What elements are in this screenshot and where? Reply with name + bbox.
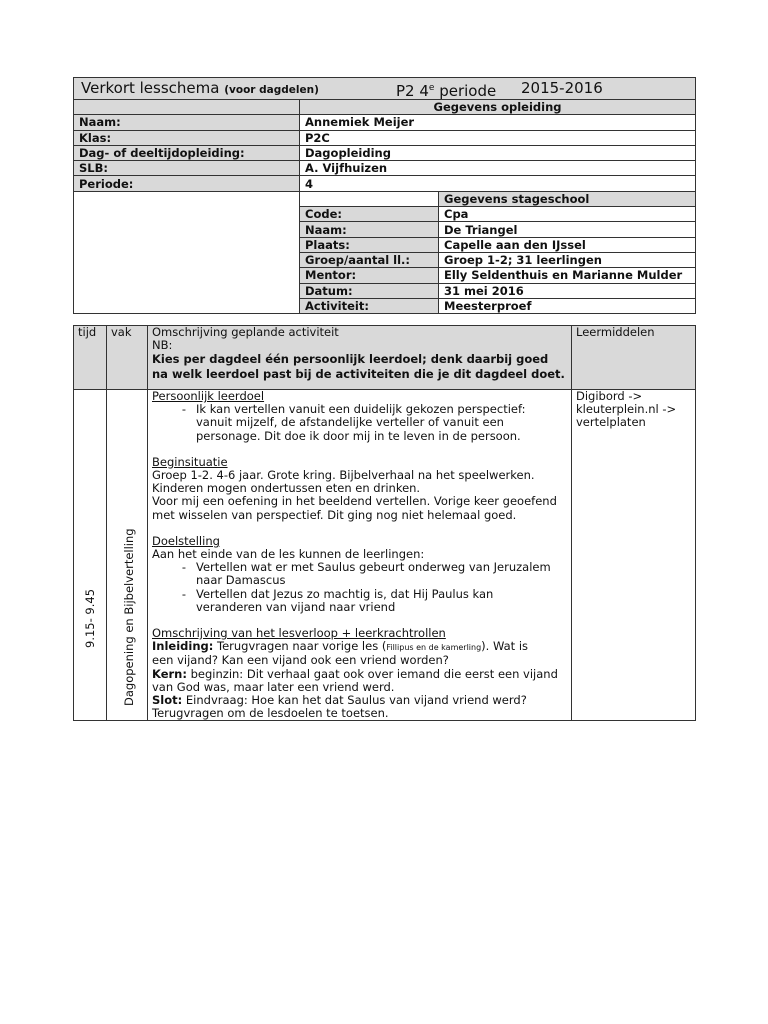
row-value: De Triangel — [439, 222, 696, 237]
row-label: SLB: — [74, 161, 300, 176]
leerdoel-item — [152, 403, 568, 443]
slot-line: Slot: Eindvraag: Hoe kan het dat Saulus van vijand vriend werd? — [152, 693, 527, 708]
row-label: Dag- of deeltijdopleiding: — [74, 145, 300, 160]
slot-line2: Terugvragen om de lesdoelen te toetsen. — [152, 706, 389, 721]
dash-bullet: - — [181, 560, 187, 575]
lesson-info-table — [73, 77, 696, 314]
beginsituatie-line: met wisselen van perspectief. Dit ging nog niet helemaal goed. — [152, 507, 517, 522]
inleiding-line2: een vijand? Kan een vijand ook een vriend worden? — [152, 653, 449, 668]
row-value: Elly Seldenthuis en Marianne Mulder — [439, 268, 696, 283]
verloop-heading: Omschrijving van het lesverloop + leerkrachtrollen — [152, 626, 446, 641]
leerdoel-line: personage. Dit doe ik door mij in te leven in de persoon. — [196, 428, 521, 443]
beginsituatie-heading: Beginsituatie — [152, 454, 228, 469]
row-value: A. Vijfhuizen — [300, 161, 696, 176]
row-value: P2C — [300, 130, 696, 145]
row-label: Code: — [300, 207, 439, 222]
beginsituatie-line: Kinderen mogen ondertussen eten en drinken. — [152, 481, 421, 496]
leermiddelen-header: Leermiddelen — [572, 326, 696, 390]
doel-line: Vertellen wat er met Saulus gebeurt onderweg van Jeruzalem — [196, 560, 551, 575]
doel-line: veranderen van vijand naar vriend — [196, 599, 396, 614]
row-label: Datum: — [300, 283, 439, 298]
row-value: Dagopleiding — [300, 145, 696, 160]
leermiddelen-cell — [572, 390, 696, 721]
opleiding-row — [74, 176, 696, 191]
row-value: Meesterproef — [439, 298, 696, 313]
row-label: Klas: — [74, 130, 300, 145]
row-label: Periode: — [74, 176, 300, 191]
opleiding-row — [74, 130, 696, 145]
nb-label: NB: — [152, 338, 173, 353]
schema-subtitle: (voor dagdelen) — [224, 84, 319, 96]
doel-line: naar Damascus — [196, 573, 286, 588]
doelstelling-heading: Doelstelling — [152, 533, 220, 548]
row-label: Naam: — [300, 222, 439, 237]
row-label: Activiteit: — [300, 298, 439, 313]
school-year: 2015-2016 — [521, 79, 603, 97]
doel-line: Vertellen dat Jezus zo machtig is, dat Hij Paulus kan — [196, 586, 494, 601]
tijd-value: 9.15- 9.45 — [83, 588, 97, 648]
dash-bullet: - — [181, 586, 187, 601]
nb-line: Kies per dagdeel één persoonlijk leerdoel; denk daarbij goed — [152, 352, 549, 367]
tijd-cell — [74, 390, 107, 721]
vak-header: vak — [107, 326, 148, 390]
blank-cell — [300, 191, 439, 206]
opleiding-row — [74, 161, 696, 176]
opleiding-heading: Gegevens opleiding — [300, 100, 696, 115]
blank-cell — [74, 100, 300, 115]
leerdoel-heading: Persoonlijk leerdoel — [152, 389, 265, 403]
schema-title: Verkort lesschema — [81, 79, 220, 97]
beginsituatie-line: Groep 1-2. 4-6 jaar. Grote kring. Bijbelverhaal na het speelwerken. — [152, 468, 535, 483]
row-label: Naam: — [74, 115, 300, 130]
row-value: Annemiek Meijer — [300, 115, 696, 130]
opleiding-row — [74, 115, 696, 130]
omschrijving-label: Omschrijving geplande activiteit — [152, 325, 339, 339]
empty-cell — [74, 191, 300, 313]
leermiddel-line: vertelplaten — [576, 415, 646, 430]
stageschool-heading: Gegevens stageschool — [439, 191, 696, 206]
leerdoel-line: Ik kan vertellen vanuit een duidelijk gekozen perspectief: — [196, 402, 526, 417]
vak-value: Dagopening en Bijbelvertelling — [122, 528, 136, 706]
row-value: Cpa — [439, 207, 696, 222]
row-label: Plaats: — [300, 237, 439, 252]
omschrijving-header — [148, 326, 572, 390]
row-value: Capelle aan den IJssel — [439, 237, 696, 252]
dash-bullet: - — [181, 402, 187, 417]
tijd-header: tijd — [74, 326, 107, 390]
nb-line: na welk leerdoel past bij de activiteiten die je dit dagdeel doet. — [152, 367, 565, 382]
inleiding-line: Inleiding: Terugvragen naar vorige les (Fillipus en de kamerling). Wat is — [152, 639, 529, 654]
row-label: Mentor: — [300, 268, 439, 283]
schema-title-cell — [74, 78, 696, 100]
period-label: P2 4e periode — [396, 82, 497, 100]
doel-item — [152, 588, 568, 614]
activity-plan-table — [73, 325, 696, 721]
row-value: 4 — [300, 176, 696, 191]
opleiding-row — [74, 145, 696, 160]
beginsituatie-line: Voor mij een oefening in het beeldend vertellen. Vorige keer geoefend — [152, 494, 557, 509]
row-label: Groep/aantal ll.: — [300, 252, 439, 267]
doelstelling-intro: Aan het einde van de les kunnen de leerlingen: — [152, 547, 425, 562]
leermiddel-line: kleuterplein.nl -> — [576, 402, 677, 417]
leermiddel-line: Digibord -> — [576, 389, 643, 403]
row-value: Groep 1-2; 31 leerlingen — [439, 252, 696, 267]
omschrijving-cell — [148, 390, 572, 721]
kern-line2: van God was, maar later een vriend werd. — [152, 679, 395, 694]
leerdoel-line: vanuit mijzelf, de afstandelijke verteller of vanuit een — [196, 415, 504, 430]
kern-line: Kern: beginzin: Dit verhaal gaat ook over iemand die eerst een vijand — [152, 666, 558, 681]
vak-cell — [107, 390, 148, 721]
row-value: 31 mei 2016 — [439, 283, 696, 298]
doel-item — [152, 561, 568, 587]
